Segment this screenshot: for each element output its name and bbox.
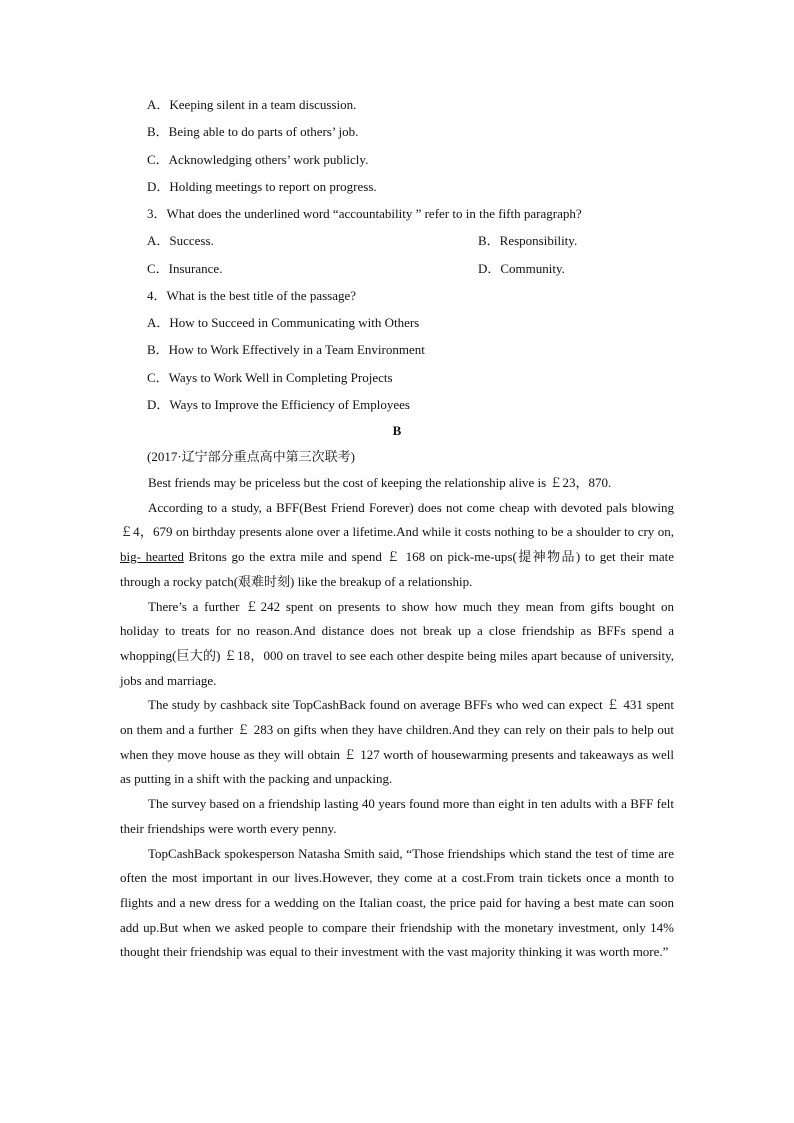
q4-option-a: A．How to Succeed in Communicating with Others: [147, 315, 420, 330]
q4-option-b: B．How to Work Effectively in a Team Environment: [147, 342, 425, 357]
section-source: (2017·辽宁部分重点高中第三次联考): [147, 449, 355, 464]
passage: [120, 471, 674, 965]
q3-option-d: D．Community.: [478, 261, 565, 276]
q3-stem: 3．What does the underlined word “accountability ” refer to in the fifth paragraph?: [147, 206, 582, 221]
paragraph-4: The study by cashback site TopCashBack found on average BFFs who wed can expect ￡ 431 spent on them and a further ￡ 283 on gifts when they have children.And they can rely on their pals to help out when they move house as they will obtain ￡ 127 worth of housewarming presents and takeaways as well as putting in a shift with the packing and unpacking.: [120, 697, 674, 787]
q2-option-a: A．Keeping silent in a team discussion.: [147, 97, 357, 112]
underlined-phrase: big- hearted: [120, 549, 184, 565]
paragraph-2-text-a: According to a study, a BFF(Best Friend Forever) does not come cheap with devoted pals blowing ￡4，679 on birthday presents alone over a lifetime.And while it costs nothing to be a shoulder to cry on,: [120, 499, 674, 540]
q2-option-d: D．Holding meetings to report on progress.: [147, 179, 377, 194]
q2-option-c: C．Acknowledging others’ work publicly.: [147, 152, 369, 167]
q4-option-c: C．Ways to Work Well in Completing Projects: [147, 370, 393, 385]
paragraph-3: There’s a further ￡242 spent on presents to show how much they mean from gifts bought on holiday to treats for no reason.And distance does not break up a close friendship as BFFs spend a whopping(巨大的) ￡18，000 on travel to see each other despite being miles apart because of university, jobs and marriage.: [120, 598, 674, 688]
q3-option-a: A．Success.: [147, 233, 214, 248]
paragraph-2-text-b: Britons go the extra mile and spend ￡ 168 on pick-me-ups(提神物品) to get their mate through a rocky patch(艰难时刻) like the breakup of a relationship.: [120, 549, 674, 589]
q4-option-d: D．Ways to Improve the Efficiency of Employees: [147, 397, 410, 412]
section-heading: B: [392, 423, 402, 438]
q2-option-b: B．Being able to do parts of others’ job.: [147, 124, 359, 139]
q3-option-b: B．Responsibility.: [478, 233, 578, 248]
paragraph-6: TopCashBack spokesperson Natasha Smith said, “Those friendships which stand the test of time are often the most important in our lives.However, they come at a cost.From train tickets once a month to flights and a new dress for a wedding on the Italian coast, the price paid for having a best mate can soon add up.But when we asked people to compare their friendship with the monetary investment, only 14% thought their friendship was equal to their investment with the vast majority thinking it was worth more.”: [120, 845, 674, 960]
paragraph-2: [120, 496, 674, 595]
q3-option-c: C．Insurance.: [147, 261, 223, 276]
paragraph-5: The survey based on a friendship lasting 40 years found more than eight in ten adults with a BFF felt their friendships were worth every penny.: [120, 796, 674, 836]
q4-stem: 4．What is the best title of the passage?: [147, 288, 357, 303]
paragraph-1: Best friends may be priceless but the cost of keeping the relationship alive is ￡23，870.: [148, 475, 612, 490]
